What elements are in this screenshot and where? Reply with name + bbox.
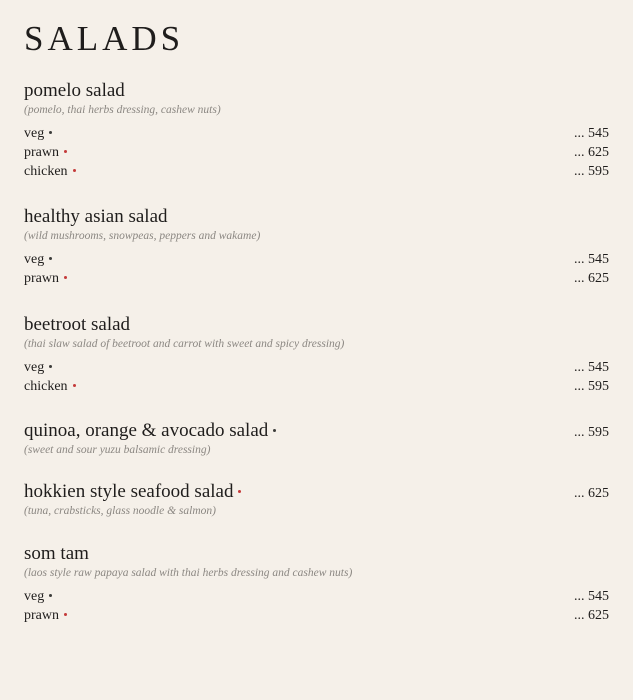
nonveg-dot-icon <box>64 276 67 279</box>
nonveg-dot-icon <box>238 490 241 493</box>
variant-price: ... 625 <box>574 271 609 286</box>
menu-item-description: (thai slaw salad of beetroot and carrot with sweet and spicy dressing) <box>24 338 345 350</box>
menu-item <box>24 420 609 458</box>
variant-price: ... 545 <box>574 589 609 604</box>
veg-dot-icon <box>273 429 276 432</box>
menu-item-name: som tam <box>24 543 89 564</box>
menu-item-variants <box>24 124 609 181</box>
veg-dot-icon <box>49 594 52 597</box>
variant-label: chicken <box>24 164 68 179</box>
menu-item-name: healthy asian salad <box>24 206 168 227</box>
menu-item-name-wrap <box>24 420 276 442</box>
variant-label: veg <box>24 126 45 141</box>
variant-row <box>24 377 609 396</box>
variant-row <box>24 358 609 377</box>
menu-item-name: hokkien style seafood salad <box>24 481 234 502</box>
menu-item-header <box>24 420 609 442</box>
veg-dot-icon <box>49 131 52 134</box>
veg-dot-icon <box>49 257 52 260</box>
variant-row <box>24 269 609 288</box>
menu-item-description: (pomelo, thai herbs dressing, cashew nuts) <box>24 104 221 116</box>
menu-item-header <box>24 206 609 228</box>
menu-item-header <box>24 543 609 565</box>
variant-label-wrap <box>24 269 67 288</box>
variant-label-wrap <box>24 587 52 606</box>
menu-item-variants <box>24 587 609 625</box>
menu-item-price: ... 625 <box>574 486 609 501</box>
menu-item-variants <box>24 358 609 396</box>
variant-row <box>24 143 609 162</box>
menu-item-name-wrap <box>24 206 168 228</box>
menu-item-name: pomelo salad <box>24 80 125 101</box>
variant-label: prawn <box>24 145 59 160</box>
nonveg-dot-icon <box>64 613 67 616</box>
variant-row <box>24 162 609 181</box>
variant-price: ... 625 <box>574 145 609 160</box>
menu-item-description: (wild mushrooms, snowpeas, peppers and wakame) <box>24 230 261 242</box>
variant-label-wrap <box>24 358 52 377</box>
menu-item-price: ... 595 <box>574 425 609 440</box>
nonveg-dot-icon <box>73 169 76 172</box>
variant-label-wrap <box>24 250 52 269</box>
menu-item-name: quinoa, orange & avocado salad <box>24 420 269 441</box>
variant-price: ... 545 <box>574 252 609 267</box>
menu-item-header <box>24 80 609 102</box>
variant-label: prawn <box>24 608 59 623</box>
menu-item-description: (tuna, crabsticks, glass noodle & salmon) <box>24 505 216 517</box>
variant-label-wrap <box>24 377 76 396</box>
variant-row <box>24 124 609 143</box>
section-title: SALADS <box>24 19 185 58</box>
menu-item <box>24 543 609 625</box>
variant-label-wrap <box>24 162 76 181</box>
variant-label: veg <box>24 252 45 267</box>
veg-dot-icon <box>49 365 52 368</box>
menu-item <box>24 206 609 288</box>
menu-item-header <box>24 314 609 336</box>
variant-price: ... 595 <box>574 379 609 394</box>
menu-item <box>24 80 609 181</box>
variant-row <box>24 250 609 269</box>
variant-label-wrap <box>24 124 52 143</box>
menu-item-name-wrap <box>24 543 89 565</box>
menu-item <box>24 481 609 519</box>
menu-item-name: beetroot salad <box>24 314 131 335</box>
variant-row <box>24 606 609 625</box>
variant-label-wrap <box>24 606 67 625</box>
menu-item-name-wrap <box>24 80 125 102</box>
variant-row <box>24 587 609 606</box>
variant-price: ... 595 <box>574 164 609 179</box>
variant-price: ... 545 <box>574 126 609 141</box>
variant-price: ... 625 <box>574 608 609 623</box>
nonveg-dot-icon <box>64 150 67 153</box>
nonveg-dot-icon <box>73 384 76 387</box>
menu-item-header <box>24 481 609 503</box>
menu-item-description: (laos style raw papaya salad with thai herbs dressing and cashew nuts) <box>24 567 353 579</box>
variant-label-wrap <box>24 143 67 162</box>
variant-label: veg <box>24 360 45 375</box>
menu-item-variants <box>24 250 609 288</box>
variant-label: chicken <box>24 379 68 394</box>
variant-label: veg <box>24 589 45 604</box>
variant-label: prawn <box>24 271 59 286</box>
menu-item-name-wrap <box>24 314 130 336</box>
menu-item-name-wrap <box>24 481 241 503</box>
menu-item-description: (sweet and sour yuzu balsamic dressing) <box>24 444 211 456</box>
menu-page <box>24 18 609 623</box>
variant-price: ... 545 <box>574 360 609 375</box>
menu-item <box>24 314 609 396</box>
